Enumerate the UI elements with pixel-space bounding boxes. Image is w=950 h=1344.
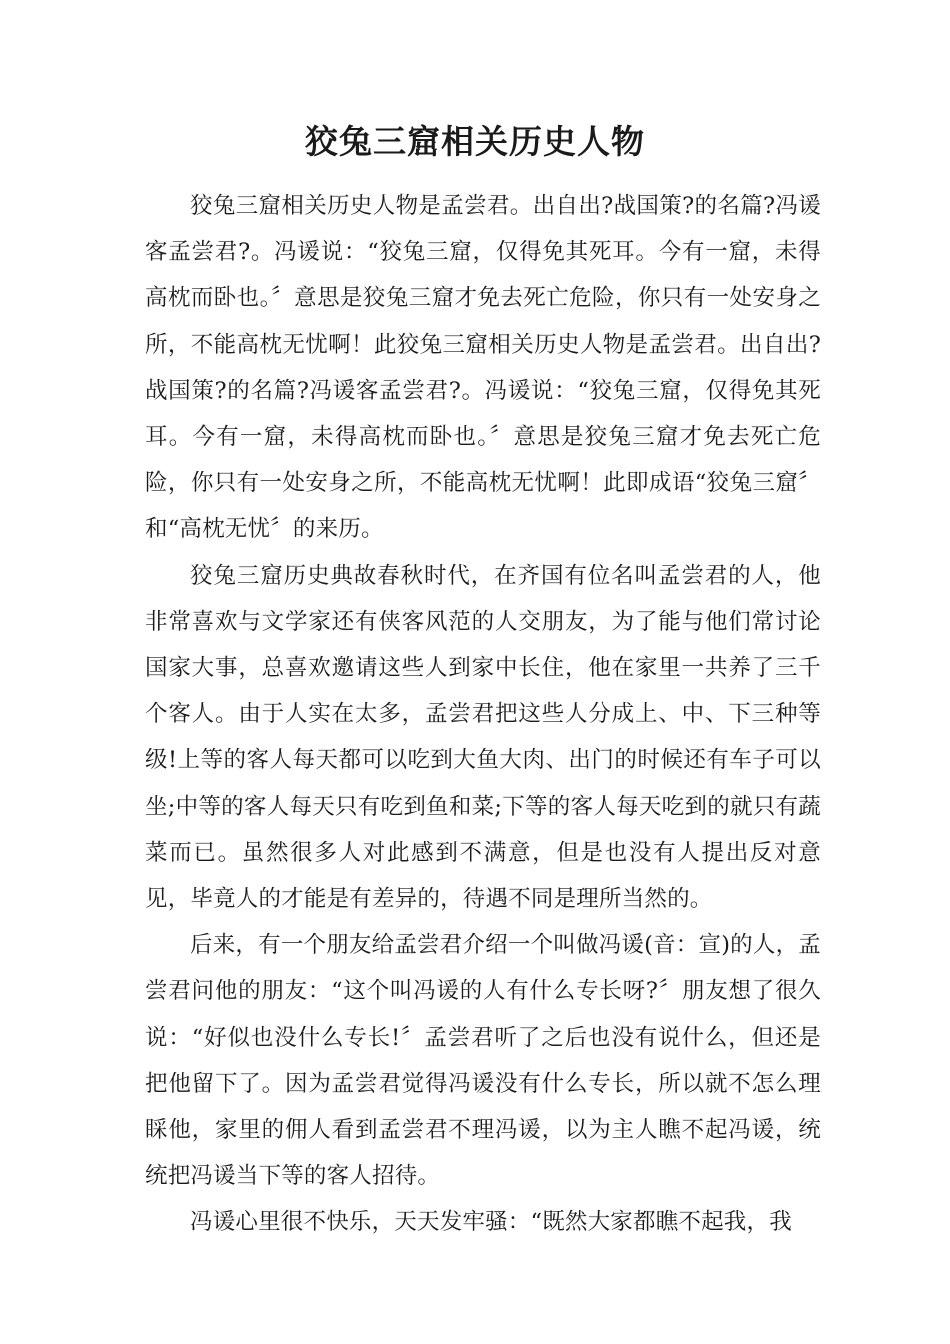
paragraph-2: 狡兔三窟历史典故春秋时代，在齐国有位名叫孟尝君的人，他非常喜欢与文学家还有侠客风范的人交朋友，为了能与他们常讨论国家大事，总喜欢邀请这些人到家中长住，他在家里一共养了三千个客人。由于人实在太多，孟尝君把这些人分成上、中、下三种等级!上等的客人每天都可以吃到大鱼大肉、出门的时候还有车子可以坐;中等的客人每天只有吃到鱼和菜;下等的客人每天吃到的就只有蔬菜而已。虽然很多人对此感到不满意，但是也没有人提出反对意见，毕竟人的才能是有差异的，待遇不同是理所当然的。 <box>145 562 821 913</box>
paragraph-3: 后来，有一个朋友给孟尝君介绍一个叫做冯谖(音：宣)的人，孟尝君问他的朋友：“这个叫冯谖的人有什么专长呀?〞朋友想了很久说：“好似也没什么专长!〞孟尝君听了之后也没有说什么，但还是把他留下了。因为孟尝君觉得冯谖没有什么专长，所以就不怎么理睬他，家里的佣人看到孟尝君不理冯谖，以为主人瞧不起冯谖，统统把冯谖当下等的客人招待。 <box>145 932 821 1190</box>
paragraph-4: 冯谖心里很不快乐，天天发牢骚：“既然大家都瞧不起我，我 <box>190 1209 792 1236</box>
paragraph-1: 狡兔三窟相关历史人物是孟尝君。出自出?战国策?的名篇?冯谖客孟尝君?。冯谖说：“狡兔三窟，仅得免其死耳。今有一窟，未得高枕而卧也。〞意思是狡兔三窟才免去死亡危险，你只有一处安身之所，不能高枕无忧啊！此狡兔三窟相关历史人物是孟尝君。出自出?战国策?的名篇?冯谖客孟尝君?。冯谖说：“狡兔三窟，仅得免其死耳。今有一窟，未得高枕而卧也。〞意思是狡兔三窟才免去死亡危险，你只有一处安身之所，不能高枕无忧啊！此即成语“狡兔三窟〞和“高枕无忧〞的来历。 <box>145 193 821 543</box>
document-body <box>145 183 821 1246</box>
document-title: 狡兔三窟相关历史人物 <box>305 122 645 161</box>
